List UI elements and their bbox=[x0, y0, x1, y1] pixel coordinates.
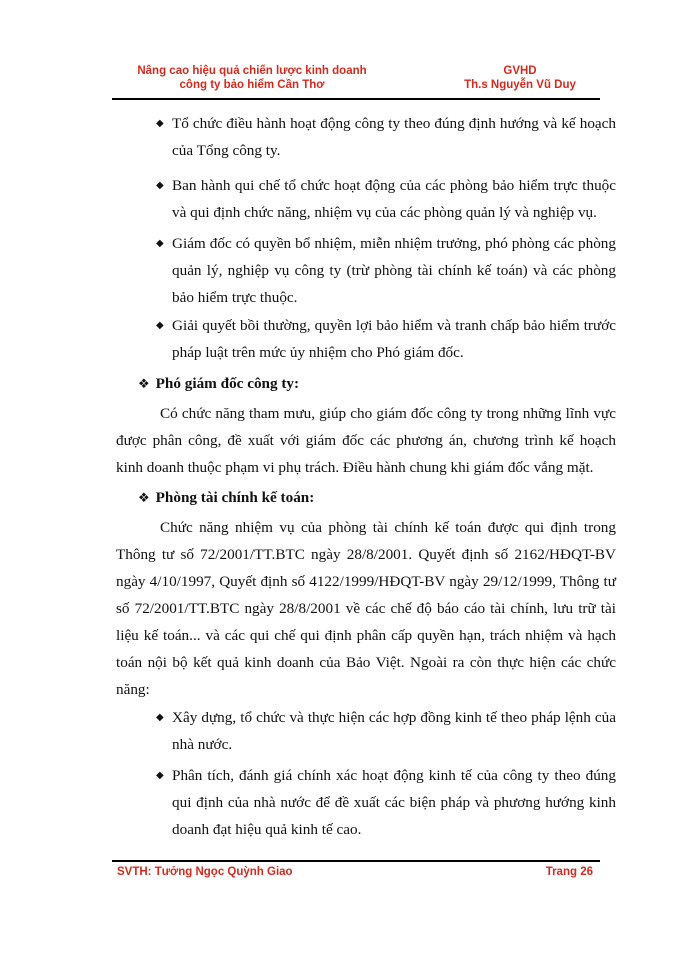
section-heading-deputy-director bbox=[138, 370, 598, 397]
heading-text: Phòng tài chính kế toán: bbox=[155, 489, 315, 506]
heading-text: Phó giám đốc công ty: bbox=[155, 375, 300, 392]
header-title-line1: Nâng cao hiệu quả chiến lược kinh doanh bbox=[137, 65, 367, 77]
bullet-item bbox=[156, 172, 616, 226]
footer-divider bbox=[112, 860, 600, 862]
header-advisor-label: GVHD bbox=[503, 65, 537, 77]
paragraph-deputy-director: Có chức năng tham mưu, giúp cho giám đốc công ty trong những lĩnh vực được phân công, đề xuất với giám đốc các phương án, chương trình kế hoạch kinh doanh thuộc phạm vi phụ trách. Điều hành chung khi giám đốc vắng mặt. bbox=[116, 405, 616, 476]
bullet-item bbox=[156, 312, 616, 366]
page-number: Trang 26 bbox=[545, 866, 593, 878]
header-advisor bbox=[440, 64, 600, 92]
bullet-icon: ◆ bbox=[156, 118, 164, 129]
page-header bbox=[112, 64, 600, 96]
header-advisor-name: Th.s Nguyễn Vũ Duy bbox=[464, 79, 576, 91]
bullet-icon: ◆ bbox=[156, 320, 164, 331]
bullet-icon: ◆ bbox=[156, 712, 164, 723]
section-heading-finance-accounting bbox=[138, 484, 598, 511]
bullet-text: Tổ chức điều hành hoạt động công ty theo đúng định hướng và kế hoạch của Tổng công ty. bbox=[172, 115, 616, 159]
bullet-item bbox=[156, 230, 616, 311]
paragraph-finance-accounting: Chức năng nhiệm vụ của phòng tài chính kế toán được qui định trong Thông tư số 72/2001/TT.BTC ngày 28/8/2001. Quyết định số 2162/HĐQT-BV ngày 4/10/1997, Quyết định số 4122/1999/HĐQT-BV ngày 29/12/1999, Thông tư số 72/2001/TT.BTC ngày 28/8/2001 về các chế độ báo cáo tài chính, lưu trữ tài liệu kế toán... và các qui chế qui định phân cấp quyền hạn, trách nhiệm và hạch toán nội bộ kết quả kinh doanh của Bảo Việt. Ngoài ra còn thực hiện các chức năng: bbox=[116, 519, 616, 698]
bullet-text: Giải quyết bồi thường, quyền lợi bảo hiểm và tranh chấp bảo hiểm trước pháp luật trên mức ủy nhiệm cho Phó giám đốc. bbox=[172, 317, 616, 361]
header-title bbox=[112, 64, 392, 92]
diamond-bullet-icon: ❖ bbox=[138, 376, 150, 391]
header-title-line2: công ty bảo hiểm Cần Thơ bbox=[179, 79, 325, 91]
bullet-item bbox=[156, 704, 616, 758]
bullet-text: Giám đốc có quyền bổ nhiệm, miễn nhiệm trưởng, phó phòng các phòng quản lý, nghiệp vụ công ty (trừ phòng tài chính kế toán) và các phòng bảo hiểm trực thuộc. bbox=[172, 235, 616, 306]
bullet-icon: ◆ bbox=[156, 238, 164, 249]
bullet-item bbox=[156, 762, 616, 843]
bullet-text: Ban hành qui chế tổ chức hoạt động của các phòng bảo hiểm trực thuộc và qui định chức năng, nhiệm vụ của các phòng quản lý và nghiệp vụ. bbox=[172, 177, 616, 221]
bullet-text: Xây dựng, tổ chức và thực hiện các hợp đồng kinh tế theo pháp lệnh của nhà nước. bbox=[172, 709, 616, 753]
page-footer bbox=[117, 866, 593, 882]
bullet-text: Phân tích, đánh giá chính xác hoạt động kinh tế của công ty theo đúng qui định của nhà nước để đề xuất các biện pháp và phương hướng kinh doanh đạt hiệu quả kinh tế cao. bbox=[172, 767, 616, 838]
bullet-icon: ◆ bbox=[156, 180, 164, 191]
header-divider bbox=[112, 98, 600, 100]
footer-student: SVTH: Tưởng Ngọc Quỳnh Giao bbox=[117, 866, 293, 878]
bullet-item bbox=[156, 110, 616, 164]
diamond-bullet-icon: ❖ bbox=[138, 490, 150, 505]
bullet-icon: ◆ bbox=[156, 770, 164, 781]
